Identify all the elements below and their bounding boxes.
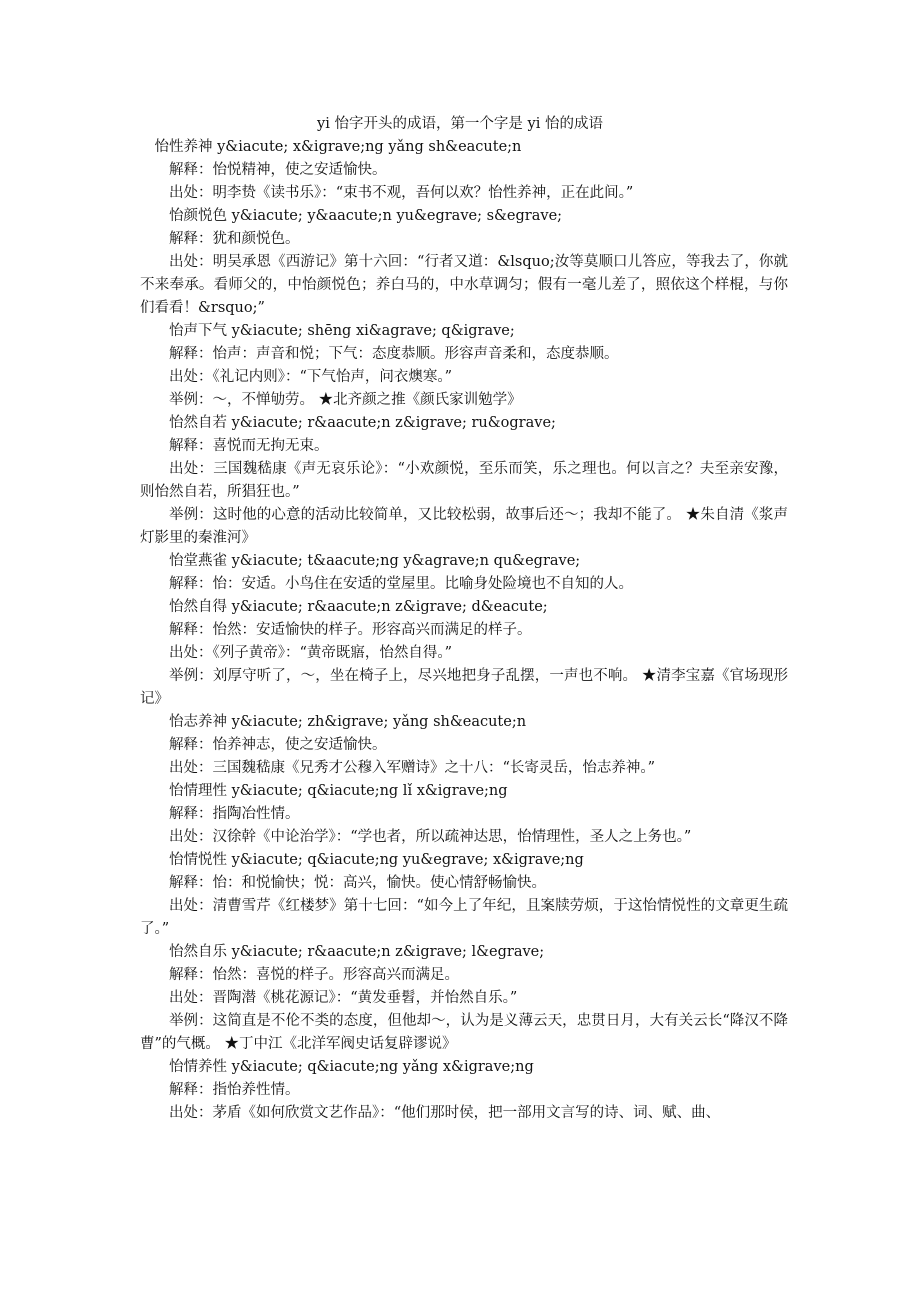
idiom-heading: 怡性养神 y&iacute; x&igrave;ng yǎng sh&eacute;n: [154, 139, 522, 155]
idiom-source: 出处：三国魏嵇康《兄秀才公穆入军赠诗》之十八：“长寄灵岳，怡志养神。”: [169, 760, 656, 776]
idiom-explanation: 解释：怡：和悦愉快；悦：高兴，愉快。使心情舒畅愉快。: [169, 875, 546, 891]
idiom-heading: 怡情悦性 y&iacute; q&iacute;ng yu&egrave; x&igrave;ng: [169, 852, 584, 868]
idiom-example: 举例：刘厚守听了，～，坐在椅子上，尽兴地把身子乱摆，一声也不响。 ★清李宝嘉《官场现形记》: [140, 668, 788, 707]
idiom-heading: 怡然自得 y&iacute; r&aacute;n z&igrave; d&eacute;: [169, 599, 548, 615]
idiom-explanation: 解释：怡声：声音和悦；下气：态度恭顺。形容声音柔和，态度恭顺。: [169, 346, 619, 362]
idiom-explanation: 解释：怡悦精神，使之安适愉快。: [169, 162, 387, 178]
idiom-heading: 怡志养神 y&iacute; zh&igrave; yǎng sh&eacute;n: [169, 714, 527, 730]
document-body: [140, 136, 788, 1125]
idiom-source: 出处：汉徐幹《中论治学》：“学也者，所以疏神达思，怡情理性，圣人之上务也。”: [169, 829, 692, 845]
idiom-explanation: 解释：喜悦而无拘无束。: [169, 438, 329, 454]
idiom-source: 出处：明李贽《读书乐》：“束书不观，吾何以欢？怡性养神，正在此间。”: [169, 185, 634, 201]
idiom-explanation: 解释：指怡养性情。: [169, 1082, 300, 1098]
idiom-heading: 怡情养性 y&iacute; q&iacute;ng yǎng x&igrave;ng: [169, 1059, 534, 1075]
idiom-heading: 怡然自若 y&iacute; r&aacute;n z&igrave; ru&ograve;: [169, 415, 556, 431]
idiom-explanation: 解释：怡养神志，使之安适愉快。: [169, 737, 387, 753]
idiom-heading: 怡声下气 y&iacute; shēng xi&agrave; q&igrave;: [169, 323, 515, 339]
idiom-source: 出处：《列子黄帝》：“黄帝既寤，怡然自得。”: [169, 645, 453, 661]
idiom-heading: 怡然自乐 y&iacute; r&aacute;n z&igrave; l&egrave;: [169, 944, 545, 960]
idiom-explanation: 解释：指陶冶性情。: [169, 806, 300, 822]
document-title: yi 怡字开头的成语，第一个字是 yi 怡的成语: [317, 116, 603, 132]
idiom-source: 出处：茅盾《如何欣赏文艺作品》：“他们那时侯，把一部用文言写的诗、词、赋、曲、: [169, 1105, 721, 1121]
idiom-source: 出处：《礼记内则》：“下气怡声，问衣燠寒。”: [169, 369, 453, 385]
idiom-heading: 怡颜悦色 y&iacute; y&aacute;n yu&egrave; s&egrave;: [169, 208, 563, 224]
idiom-explanation: 解释：怡然：喜悦的样子。形容高兴而满足。: [169, 967, 459, 983]
idiom-heading: 怡情理性 y&iacute; q&iacute;ng lǐ x&igrave;ng: [169, 783, 508, 799]
idiom-example: 举例：这简直是不伦不类的态度，但他却～，认为是义薄云天，忠贯日月，大有关云长“降汉不降曹”的气概。 ★丁中江《北洋军阀史话复辟谬说》: [140, 1013, 788, 1052]
idiom-heading: 怡堂燕雀 y&iacute; t&aacute;ng y&agrave;n qu&egrave;: [169, 553, 581, 569]
idiom-explanation: 解释：犹和颜悦色。: [169, 231, 300, 247]
idiom-source: 出处：晋陶潜《桃花源记》：“黄发垂髫，并怡然自乐。”: [169, 990, 518, 1006]
idiom-example: 举例：这时他的心意的活动比较简单，又比较松弱，故事后还～；我却不能了。 ★朱自清《浆声灯影里的秦淮河》: [140, 507, 788, 546]
idiom-example: 举例：～，不惮劬劳。 ★北齐颜之推《颜氏家训勉学》: [169, 392, 522, 408]
idiom-explanation: 解释：怡然：安适愉快的样子。形容高兴而满足的样子。: [169, 622, 532, 638]
idiom-source: 出处：三国魏嵇康《声无哀乐论》：“小欢颜悦，至乐而笑，乐之理也。何以言之？夫至亲安豫，则怡然自若，所猖狂也。”: [140, 461, 788, 500]
idiom-source: 出处：清曹雪芹《红楼梦》第十七回：“如今上了年纪，且案牍劳烦，于这怡情悦性的文章更生疏了。”: [140, 898, 788, 937]
idiom-source: 出处：明吴承恩《西游记》第十六回：“行者又道：&lsquo;汝等莫顺口儿答应，等我去了，你就不来奉承。看师父的，中怡颜悦色；养白马的，中水草调匀；假有一毫儿差了，照依这个样棍，与你们看看！&rsquo;”: [140, 254, 788, 316]
idiom-explanation: 解释：怡：安适。小鸟住在安适的堂屋里。比喻身处险境也不自知的人。: [169, 576, 633, 592]
